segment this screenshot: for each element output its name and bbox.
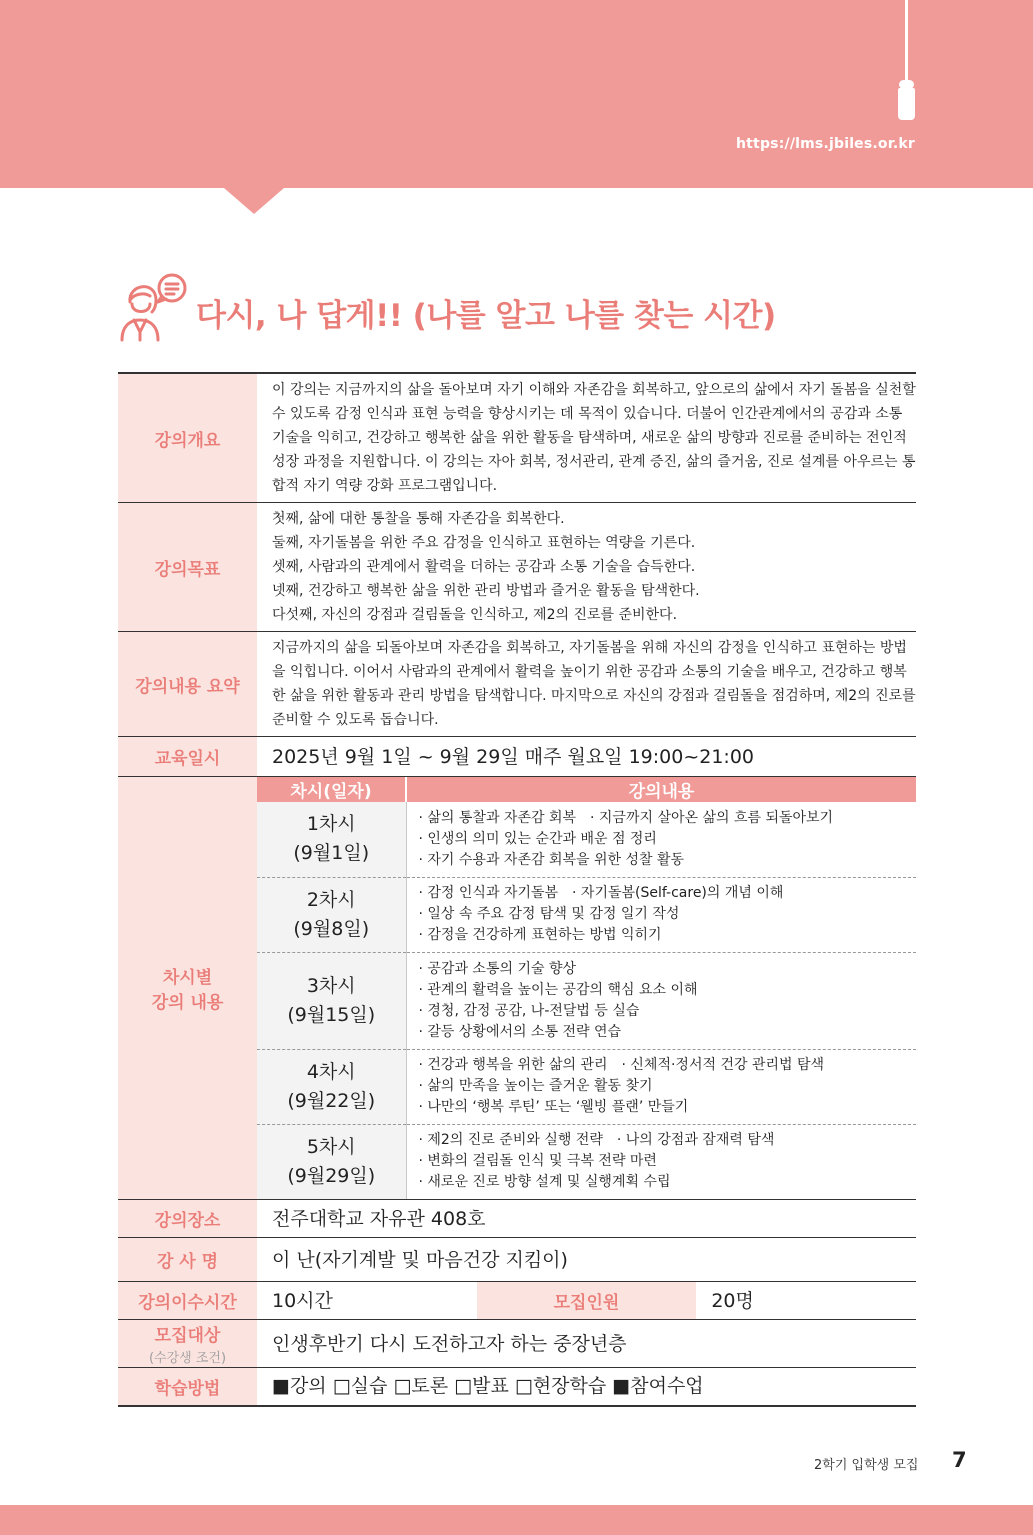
content-line: · 삶의 만족을 높이는 즐거운 활동 찾기 xyxy=(418,1078,653,1094)
content-line: · 삶의 통찰과 자존감 회복 · 지금까지 살아온 삶의 흐름 되돌아보기 xyxy=(418,809,834,826)
site-url[interactable]: https://lms.jbiles.or.kr xyxy=(736,136,915,152)
method-option-label: 토론 xyxy=(411,1375,449,1398)
sessions-label-line1: 차시별 xyxy=(162,968,213,988)
footer-band xyxy=(0,1505,1033,1535)
footer-caption: 2학기 입학생 모집 xyxy=(814,1458,919,1473)
summary-label: 강의내용 요약 xyxy=(118,632,257,737)
schedule-label: 교육일시 xyxy=(118,737,257,777)
instructor-value: 이 난(자기계발 및 마음건강 지킴이) xyxy=(257,1238,916,1282)
method-checkbox[interactable]: □ xyxy=(332,1375,351,1398)
target-sublabel: (수강생 조건) xyxy=(148,1351,227,1366)
session-number: 3차시 xyxy=(306,974,356,997)
content-line: · 감정 인식과 자기돌봄 · 자기돌봄(Self-care)의 개념 이해 xyxy=(418,885,784,901)
method-checkbox[interactable]: □ xyxy=(393,1375,412,1398)
session-row xyxy=(257,952,916,1049)
capacity-label: 모집인원 xyxy=(477,1282,697,1320)
session-number: 4차시 xyxy=(306,1060,356,1083)
overview-text: 이 강의는 지금까지의 삶을 돌아보며 자기 이해와 자존감을 회복하고, 앞으로의 삶에서 자기 돌봄을 실천할 수 있도록 감정 인식과 표현 능력을 향상시키는 데 목적이 있습니다. 더불어 인간관계에서의 공감과 소통 기술을 익히고, 건강하고 행복한 삶을 위한 활동을 탐색하며, 새로운 삶의 방향과 진로를 준비하는 전인적 성장 과정을 지원합니다. 이 강의는 자아 회복, 정서관리, 관계 증진, 삶의 즐거움, 진로 설계를 아우르는 통합적 자기 역량 강화 프로그램입니다. xyxy=(257,373,916,503)
schedule-value: 2025년 9월 1일 ~ 9월 29일 매주 월요일 19:00~21:00 xyxy=(257,737,916,777)
method-option-label: 현장학습 xyxy=(532,1375,607,1398)
session-content xyxy=(406,802,916,877)
goal-item: 넷째, 건강하고 행복한 삶을 위한 관리 방법과 즐거운 활동을 탐색한다. xyxy=(272,583,700,599)
content-line: · 나만의 ‘행복 루틴’ 또는 ‘웰빙 플랜’ 만들기 xyxy=(418,1099,689,1115)
session-date: (9월8일) xyxy=(293,917,370,940)
session-date: (9월15일) xyxy=(287,1003,376,1026)
content-line: · 관계의 활력을 높이는 공감의 핵심 요소 이해 xyxy=(418,981,698,998)
instructor-label: 강 사 명 xyxy=(118,1238,257,1282)
method-label: 학습방법 xyxy=(118,1368,257,1406)
session-content xyxy=(406,1124,916,1199)
capacity-value: 20명 xyxy=(696,1282,916,1320)
target-value: 인생후반기 다시 도전하고자 하는 중장년층 xyxy=(257,1320,916,1368)
method-option-label: 발표 xyxy=(472,1375,509,1398)
session-date: (9월22일) xyxy=(287,1089,376,1112)
sessions-table xyxy=(257,777,916,1199)
content-line: · 변화의 걸림돌 인식 및 극복 전략 마련 xyxy=(418,1153,657,1170)
session-content xyxy=(406,877,916,952)
session-number: 1차시 xyxy=(306,813,356,836)
content-line: · 자기 수용과 자존감 회복을 위한 성찰 활동 xyxy=(418,851,685,868)
session-row xyxy=(257,877,916,952)
content-line: · 경청, 감정 공감, 나-전달법 등 실습 xyxy=(418,1002,640,1019)
method-checkbox[interactable]: ■ xyxy=(272,1375,290,1398)
content-line: · 새로운 진로 방향 설계 및 실행계획 수립 xyxy=(418,1174,671,1191)
session-number: 2차시 xyxy=(306,888,356,911)
goal-item: 다섯째, 자신의 강점과 걸림돌을 인식하고, 제2의 진로를 준비한다. xyxy=(272,607,678,623)
content-line: · 일상 속 주요 감정 탐색 및 감정 일기 작성 xyxy=(418,906,680,922)
hours-value: 10시간 xyxy=(257,1282,477,1320)
session-row xyxy=(257,1124,916,1199)
method-option-label: 참여수업 xyxy=(630,1375,704,1398)
venue-label: 강의장소 xyxy=(118,1200,257,1238)
goal-item: 둘째, 자기돌봄을 위한 주요 감정을 인식하고 표현하는 역량을 기른다. xyxy=(272,535,696,551)
method-checkbox[interactable]: □ xyxy=(514,1375,533,1398)
course-info-table xyxy=(118,372,916,1407)
page-title: 다시, 나 답게!! (나를 알고 나를 찾는 시간) xyxy=(196,298,776,334)
content-line: · 갈등 상황에서의 소통 전략 연습 xyxy=(418,1023,622,1040)
session-label xyxy=(257,952,406,1049)
session-date: (9월29일) xyxy=(287,1164,376,1187)
session-label xyxy=(257,1124,406,1199)
goal-item: 셋째, 사람과의 관계에서 활력을 더하는 공감과 소통 기술을 습득한다. xyxy=(272,559,696,575)
tassel-icon xyxy=(898,88,915,120)
session-label xyxy=(257,877,406,952)
session-col-header: 차시(일자) xyxy=(257,777,406,802)
session-content xyxy=(406,1049,916,1124)
method-option-label: 실습 xyxy=(350,1375,388,1398)
header-notch xyxy=(224,188,284,214)
goals-list xyxy=(257,503,916,632)
content-line: · 공감과 소통의 기술 향상 xyxy=(418,960,576,977)
content-col-header: 강의내용 xyxy=(406,777,916,802)
summary-text: 지금까지의 삶을 되돌아보며 자존감을 회복하고, 자기돌봄을 위해 자신의 감정을 인식하고 표현하는 방법을 익힙니다. 이어서 사람과의 관계에서 활력을 높이기 위한 공감과 소통의 기술을 배우고, 건강하고 행복한 삶을 위한 활동과 관리 방법을 탐색합니다. 마지막으로 자신의 강점과 걸림돌을 점검하며, 제2의 진로를 준비할 수 있도록 돕습니다. xyxy=(257,632,916,737)
session-content xyxy=(406,952,916,1049)
person-speech-icon xyxy=(116,270,192,346)
goal-item: 첫째, 삶에 대한 통찰을 통해 자존감을 회복한다. xyxy=(272,511,565,527)
session-row xyxy=(257,802,916,877)
session-row xyxy=(257,1049,916,1124)
page-number: 7 xyxy=(952,1448,967,1472)
sessions-cell xyxy=(257,777,916,1200)
venue-value: 전주대학교 자유관 408호 xyxy=(257,1200,916,1238)
tassel-string xyxy=(905,0,908,84)
method-option-label: 강의 xyxy=(289,1375,327,1398)
session-label xyxy=(257,1049,406,1124)
session-label xyxy=(257,802,406,877)
goals-label: 강의목표 xyxy=(118,503,257,632)
content-line: · 제2의 진로 준비와 실행 전략 · 나의 강점과 잠재력 탐색 xyxy=(418,1132,775,1149)
session-date: (9월1일) xyxy=(293,842,370,865)
target-label xyxy=(118,1320,257,1368)
sessions-label xyxy=(118,777,257,1200)
header-band xyxy=(0,0,1033,188)
target-label-main: 모집대상 xyxy=(154,1326,221,1346)
overview-label: 강의개요 xyxy=(118,373,257,503)
session-number: 5차시 xyxy=(306,1135,356,1158)
hours-label: 강의이수시간 xyxy=(118,1282,257,1320)
method-checkbox[interactable]: ■ xyxy=(612,1375,631,1398)
content-line: · 감정을 건강하게 표현하는 방법 익히기 xyxy=(418,927,662,943)
content-line: · 건강과 행복을 위한 삶의 관리 · 신체적·정서적 건강 관리법 탐색 xyxy=(418,1057,825,1073)
content-line: · 인생의 의미 있는 순간과 배운 점 정리 xyxy=(418,830,657,847)
method-options xyxy=(257,1368,916,1406)
method-checkbox[interactable]: □ xyxy=(454,1375,473,1398)
sessions-label-line2: 강의 내용 xyxy=(151,993,224,1013)
